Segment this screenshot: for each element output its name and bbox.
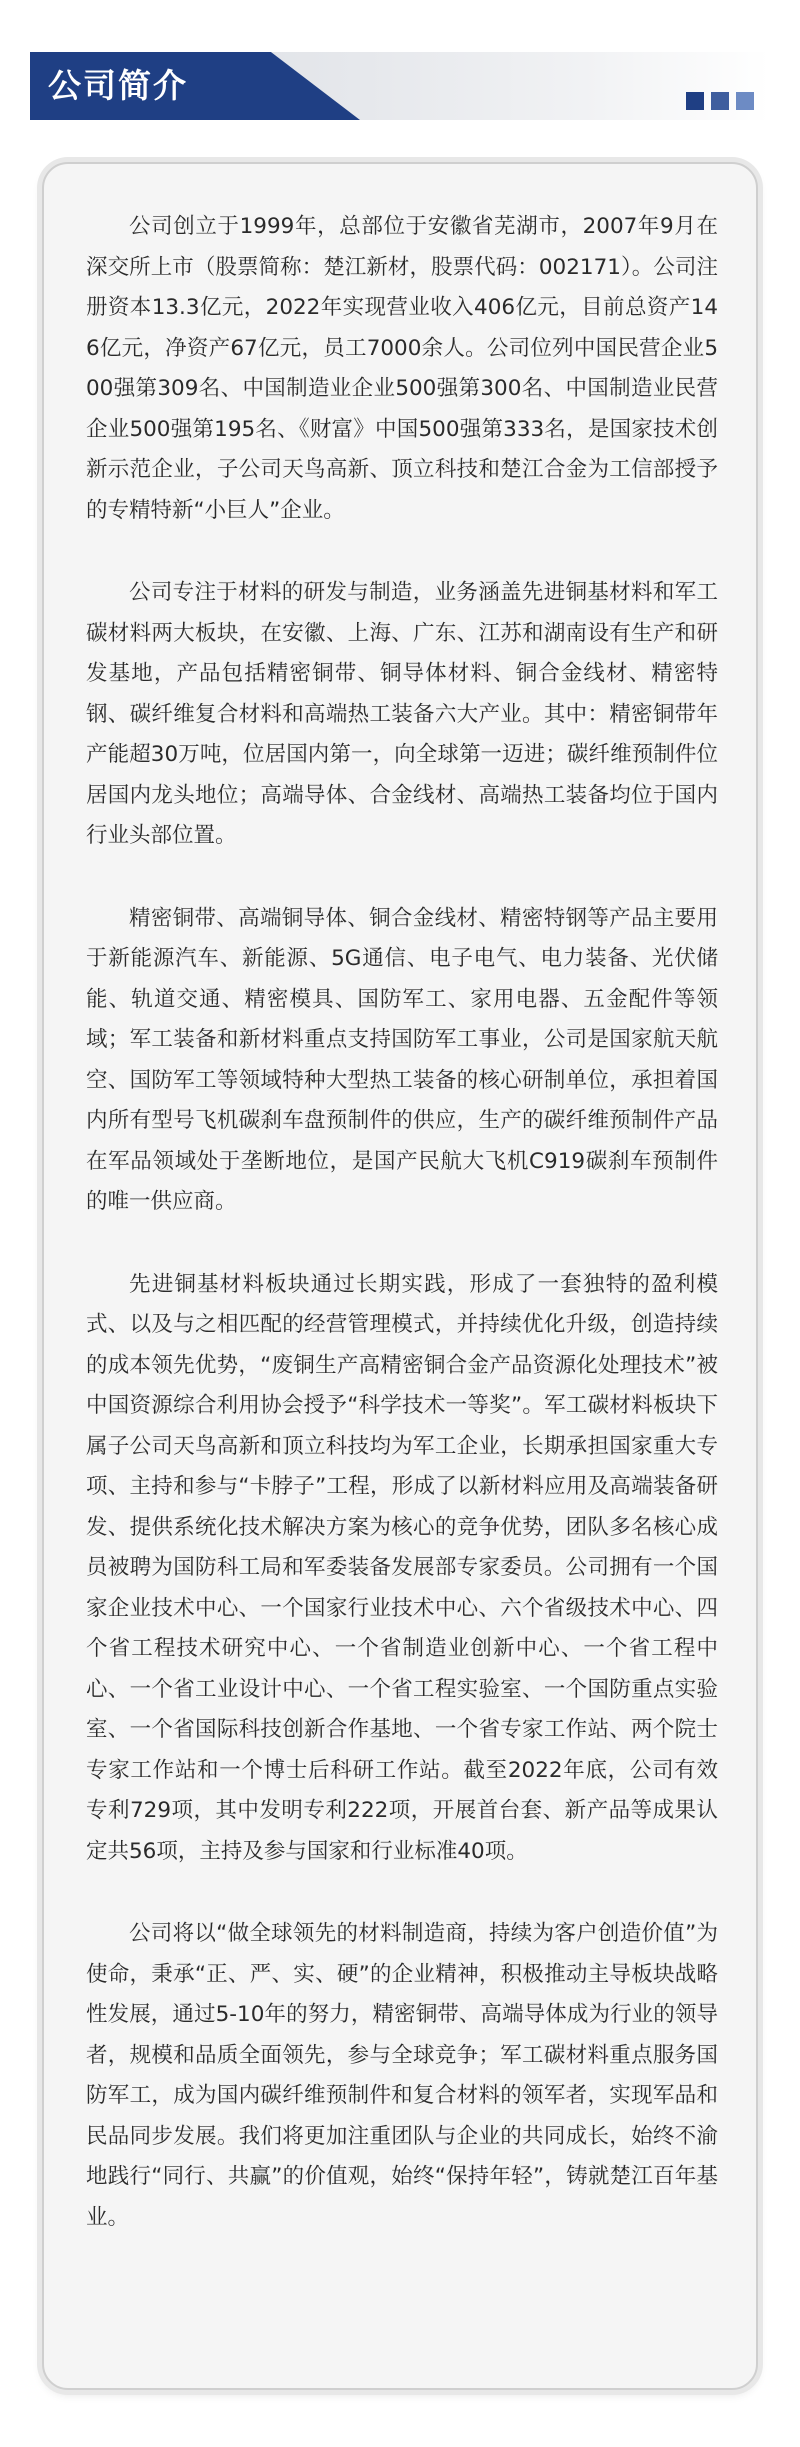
paragraph-applications: 精密铜带、高端铜导体、铜合金线材、精密特钢等产品主要用于新能源汽车、新能源、5G通信、电子电气、电力装备、光伏储能、轨道交通、精密模具、国防军工、家用电器、五金配件等领域；军工装备和新材料重点支持国防军工事业，公司是国家航天航空、国防军工等领域特种大型热工装备的核心研制单位，承担着国内所有型号飞机碳刹车盘预制件的供应，生产的碳纤维预制件产品在军品领域处于垄断地位，是国产民航大飞机C919碳刹车预制件的唯一供应商。 xyxy=(86,905,718,1214)
content-body xyxy=(86,207,718,2280)
paragraph-rnd-capability: 先进铜基材料板块通过长期实践，形成了一套独特的盈利模式、以及与之相匹配的经营管理模式，并持续优化升级，创造持续的成本领先优势，“废铜生产高精密铜合金产品资源化处理技术”被中国资源综合利用协会授予“科学技术一等奖”。军工碳材料板块下属子公司天鸟高新和顶立科技均为军工企业，长期承担国家重大专项、主持和参与“卡脖子”工程，形成了以新材料应用及高端装备研发、提供系统化技术解决方案为核心的竞争优势，团队多名核心成员被聘为国防科工局和军委装备发展部专家委员。公司拥有一个国家企业技术中心、一个国家行业技术中心、六个省级技术中心、四个省工程技术研究中心、一个省制造业创新中心、一个省工程中心、一个省工业设计中心、一个省工程实验室、一个国防重点实验室、一个省国际科技创新合作基地、一个省专家工作站、两个院士专家工作站和一个博士后科研工作站。截至2022年底，公司有效专利729项，其中发明专利222项，开展首台套、新产品等成果认定共56项，主持及参与国家和行业标准40项。 xyxy=(86,1271,718,1864)
paragraph-company-overview: 公司创立于1999年，总部位于安徽省芜湖市，2007年9月在深交所上市（股票简称：楚江新材，股票代码：002171）。公司注册资本13.3亿元，2022年实现营业收入406亿元，目前总资产146亿元，净资产67亿元，员工7000余人。公司位列中国民营企业500强第309名、中国制造业企业500强第300名、中国制造业民营企业500强第195名、《财富》中国500强第333名，是国家技术创新示范企业，子公司天鸟高新、顶立科技和楚江合金为工信部授予的专精特新“小巨人”企业。 xyxy=(86,214,718,523)
decoration-square-3 xyxy=(736,92,754,110)
page-title: 公司简介 xyxy=(48,66,188,105)
paragraph-mission-vision: 公司将以“做全球领先的材料制造商，持续为客户创造价值”为使命，秉承“正、严、实、硬”的企业精神，积极推动主导板块战略性发展，通过5-10年的努力，精密铜带、高端导体成为行业的领导者，规模和品质全面领先，参与全球竞争；军工碳材料重点服务国防军工，成为国内碳纤维预制件和复合材料的领军者，实现军品和民品同步发展。我们将更加注重团队与企业的共同成长，始终不渝地践行“同行、共赢”的价值观，始终“保持年轻”，铸就楚江百年基业。 xyxy=(86,1921,718,2230)
paragraph-business-scope: 公司专注于材料的研发与制造，业务涵盖先进铜基材料和军工碳材料两大板块，在安徽、上海、广东、江苏和湖南设有生产和研发基地，产品包括精密铜带、铜导体材料、铜合金线材、精密特钢、碳纤维复合材料和高端热工装备六大产业。其中：精密铜带年产能超30万吨，位居国内第一，向全球第一迈进；碳纤维预制件位居国内龙头地位；高端导体、合金线材、高端热工装备均位于国内行业头部位置。 xyxy=(86,580,718,848)
decoration-square-2 xyxy=(711,92,729,110)
decoration-square-1 xyxy=(686,92,704,110)
